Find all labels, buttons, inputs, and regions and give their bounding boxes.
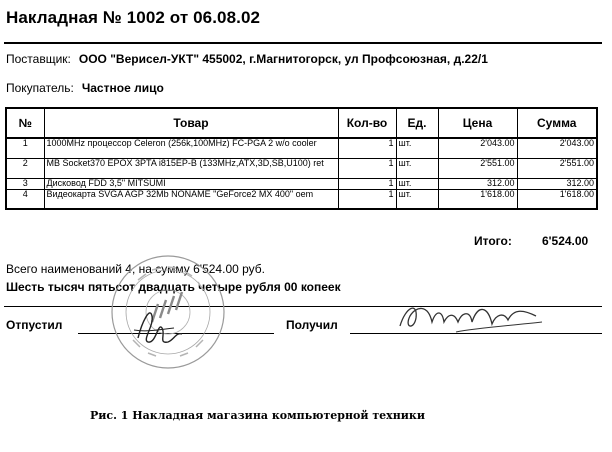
supplier-value: ООО "Верисел-УКТ" 455002, г.Магнитогорск, ул Профсоюзная, д.22/1 [78,52,488,66]
table-row [6,189,597,209]
column-header-sum: Сумма [517,108,597,138]
row-item: Видеокарта SVGA AGP 32Mb NONAME "GeForce2 MX 400" oem [44,189,338,209]
row-number: 3 [6,178,44,189]
row-sum: 2'043.00 [517,138,597,158]
row-price: 2'551.00 [438,158,517,178]
column-header-item: Товар [44,108,338,138]
document-title: Накладная № 1002 от 06.08.02 [6,8,261,27]
row-sum: 312.00 [517,178,597,189]
column-header-unit: Ед. [396,108,438,138]
released-signature-stroke [138,313,182,342]
items-count-summary: Всего наименований 4, на сумму 6'524.00 руб. [6,262,266,276]
column-header-quantity: Кол-во [338,108,396,138]
row-item: 1000MHz процессор Celeron (256k,100MHz) FC-PGA 2 w/o cooler [44,138,338,158]
table-row [6,138,597,158]
column-header-number: № [6,108,44,138]
buyer-row [6,81,164,95]
row-price: 312.00 [438,178,517,189]
table-row [6,158,597,178]
buyer-label: Покупатель: [6,81,74,95]
goods-table [5,107,598,210]
received-signature-stroke [400,308,536,326]
row-quantity: 1 [338,178,396,189]
released-signature [128,292,188,352]
row-quantity: 1 [338,138,396,158]
row-unit: шт. [396,189,438,209]
row-price: 2'043.00 [438,138,517,158]
total-value: 6'524.00 [542,234,589,248]
figure-caption: Рис. 1 Накладная магазина компьютерной техники [90,409,426,422]
row-number: 1 [6,138,44,158]
row-quantity: 1 [338,189,396,209]
row-sum: 2'551.00 [517,158,597,178]
row-quantity: 1 [338,158,396,178]
row-item: MB Socket370 EPOX 3PTA i815EP-B (133MHz,ATX,3D,SB,U100) ret [44,158,338,178]
row-item: Дисковод FDD 3,5" MITSUMI [44,178,338,189]
column-header-price: Цена [438,108,517,138]
received-signature [396,296,546,336]
row-unit: шт. [396,158,438,178]
received-by-label: Получил [286,318,338,332]
released-by-label: Отпустил [6,318,63,332]
title-divider [4,42,602,44]
row-unit: шт. [396,178,438,189]
row-number: 4 [6,189,44,209]
supplier-label: Поставщик: [6,52,71,66]
row-number: 2 [6,158,44,178]
received-signature-underline [456,322,542,332]
row-unit: шт. [396,138,438,158]
table-row [6,178,597,189]
buyer-value: Частное лицо [81,81,164,95]
total-label: Итого: [474,234,512,248]
table-header-row [6,108,597,138]
amount-in-words: Шесть тысяч пятьсот двадцать четыре рубля 00 копеек [6,280,341,294]
supplier-row [6,52,488,66]
row-price: 1'618.00 [438,189,517,209]
row-sum: 1'618.00 [517,189,597,209]
